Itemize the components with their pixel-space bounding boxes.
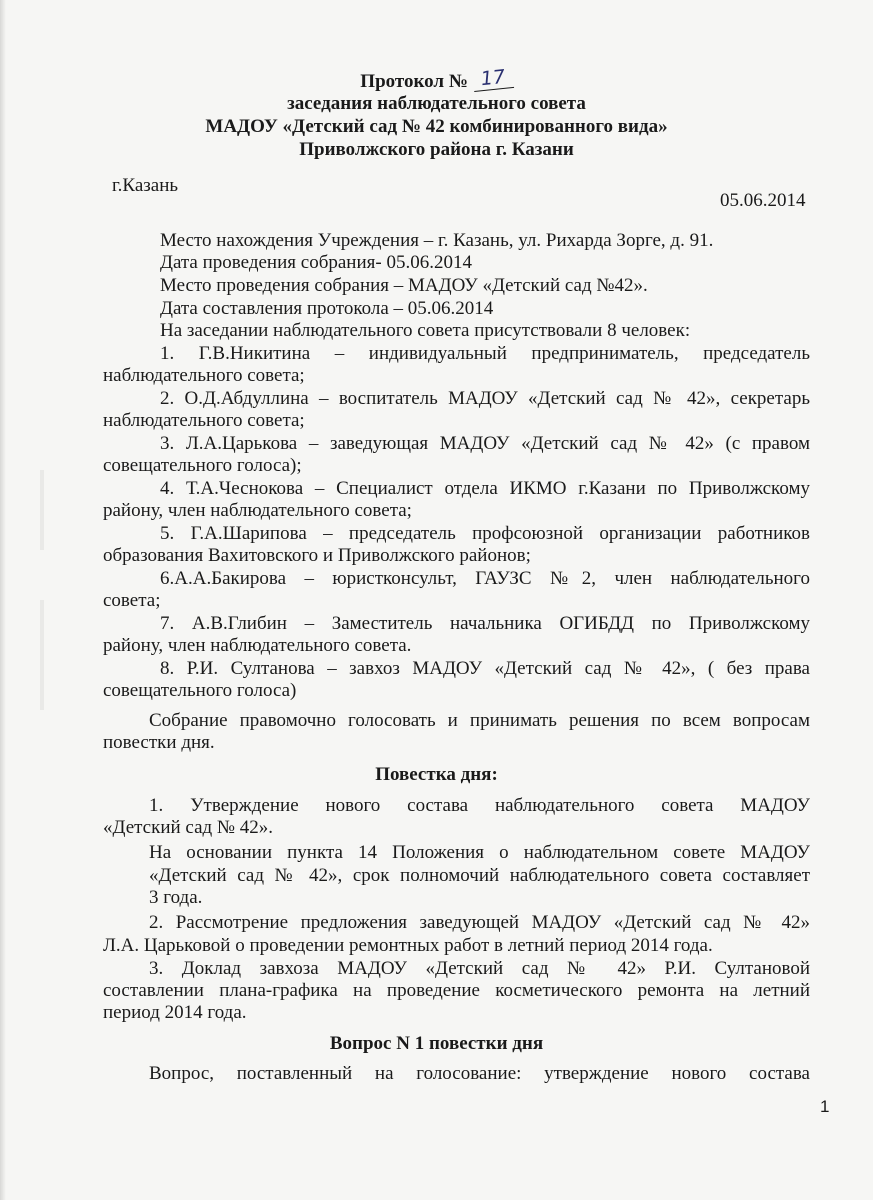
question1-title: Вопрос N 1 повестки дня xyxy=(329,1033,544,1054)
agenda-item-1: 1. Утверждение нового состава наблюдательного совета МАДОУ xyxy=(149,795,810,816)
member-line: совещательного голоса); xyxy=(103,455,302,476)
member-line: наблюдательного совета; xyxy=(103,410,305,431)
protocol-number-handwritten: 17 xyxy=(472,65,514,92)
member-line: 8. Р.И. Султанова – завхоз МАДОУ «Детский сад № 42», ( без права xyxy=(160,658,810,679)
quorum-line: Собрание правомочно голосовать и принимать решения по всем вопросам xyxy=(149,710,810,731)
scan-mark xyxy=(40,600,44,710)
agenda-item-3-cont: составлении плана-графика на проведение косметического ремонта на летний xyxy=(103,980,810,1001)
member-line: образования Вахитовского и Приволжского районов; xyxy=(103,545,531,566)
document-date: 05.06.2014 xyxy=(720,190,806,211)
info-line: Место проведения собрания – МАДОУ «Детский сад №42». xyxy=(160,275,648,296)
agenda-item-3-cont: период 2014 года. xyxy=(103,1002,247,1023)
title-line-3: МАДОУ «Детский сад № 42 комбинированного вида» xyxy=(205,116,668,137)
quorum-line: повестки дня. xyxy=(103,732,215,753)
question1-text: Вопрос, поставленный на голосование: утверждение нового состава xyxy=(149,1063,810,1084)
member-line: 3. Л.А.Царькова – заведующая МАДОУ «Детский сад № 42» (с правом xyxy=(160,433,810,454)
member-line: 7. А.В.Глибин – Заместитель начальника ОГИБДД по Приволжскому xyxy=(160,613,810,634)
agenda-item-2-cont: Л.А. Царьковой о проведении ремонтных работ в летний период 2014 года. xyxy=(103,935,713,956)
member-line: 5. Г.А.Шарипова – председатель профсоюзной организации работников xyxy=(160,523,810,544)
member-line: 2. О.Д.Абдуллина – воспитатель МАДОУ «Детский сад № 42», секретарь xyxy=(160,388,810,409)
member-line: району, член наблюдательного совета. xyxy=(103,635,412,656)
info-line: Дата составления протокола – 05.06.2014 xyxy=(160,298,494,319)
scan-mark xyxy=(40,470,44,550)
scan-edge xyxy=(0,0,6,1200)
title-line-2: заседания наблюдательного совета xyxy=(287,93,586,114)
page-number: 1 xyxy=(820,1097,830,1116)
info-line: На заседании наблюдательного совета присутствовали 8 человек: xyxy=(160,320,691,341)
agenda-basis: 3 года. xyxy=(149,887,203,908)
member-line: 6.А.А.Бакирова – юристконсульт, ГАУЗС №2, член наблюдательного xyxy=(160,568,810,589)
protocol-label: Протокол № xyxy=(360,71,468,92)
protocol-title xyxy=(0,65,873,93)
agenda-basis: «Детский сад № 42», срок полномочий наблюдательного совета составляет xyxy=(149,865,810,886)
agenda-item-3: 3. Доклад завхоза МАДОУ «Детский сад № 42» Р.И. Султановой xyxy=(149,958,810,979)
info-line: Место нахождения Учреждения – г. Казань, ул. Рихарда Зорге, д. 91. xyxy=(160,230,714,251)
member-line: району, член наблюдательного совета; xyxy=(103,500,412,521)
member-line: 4. Т.А.Чеснокова – Специалист отдела ИКМО г.Казани по Приволжскому xyxy=(160,478,810,499)
agenda-basis: На основании пункта 14 Положения о наблюдательном совете МАДОУ xyxy=(149,842,810,863)
agenda-item-1-cont: «Детский сад № 42». xyxy=(103,817,274,838)
member-line: совета; xyxy=(103,590,161,611)
member-line: наблюдательного совета; xyxy=(103,365,305,386)
member-line: 1. Г.В.Никитина – индивидуальный предприниматель, председатель xyxy=(160,343,810,364)
title-line-4: Приволжского района г. Казани xyxy=(299,139,574,160)
agenda-title: Повестка дня: xyxy=(375,764,498,785)
member-line: совещательного голоса) xyxy=(103,680,297,701)
place: г.Казань xyxy=(112,175,179,196)
info-line: Дата проведения собрания- 05.06.2014 xyxy=(160,252,472,273)
agenda-item-2: 2. Рассмотрение предложения заведующей МАДОУ «Детский сад № 42» xyxy=(149,912,810,933)
